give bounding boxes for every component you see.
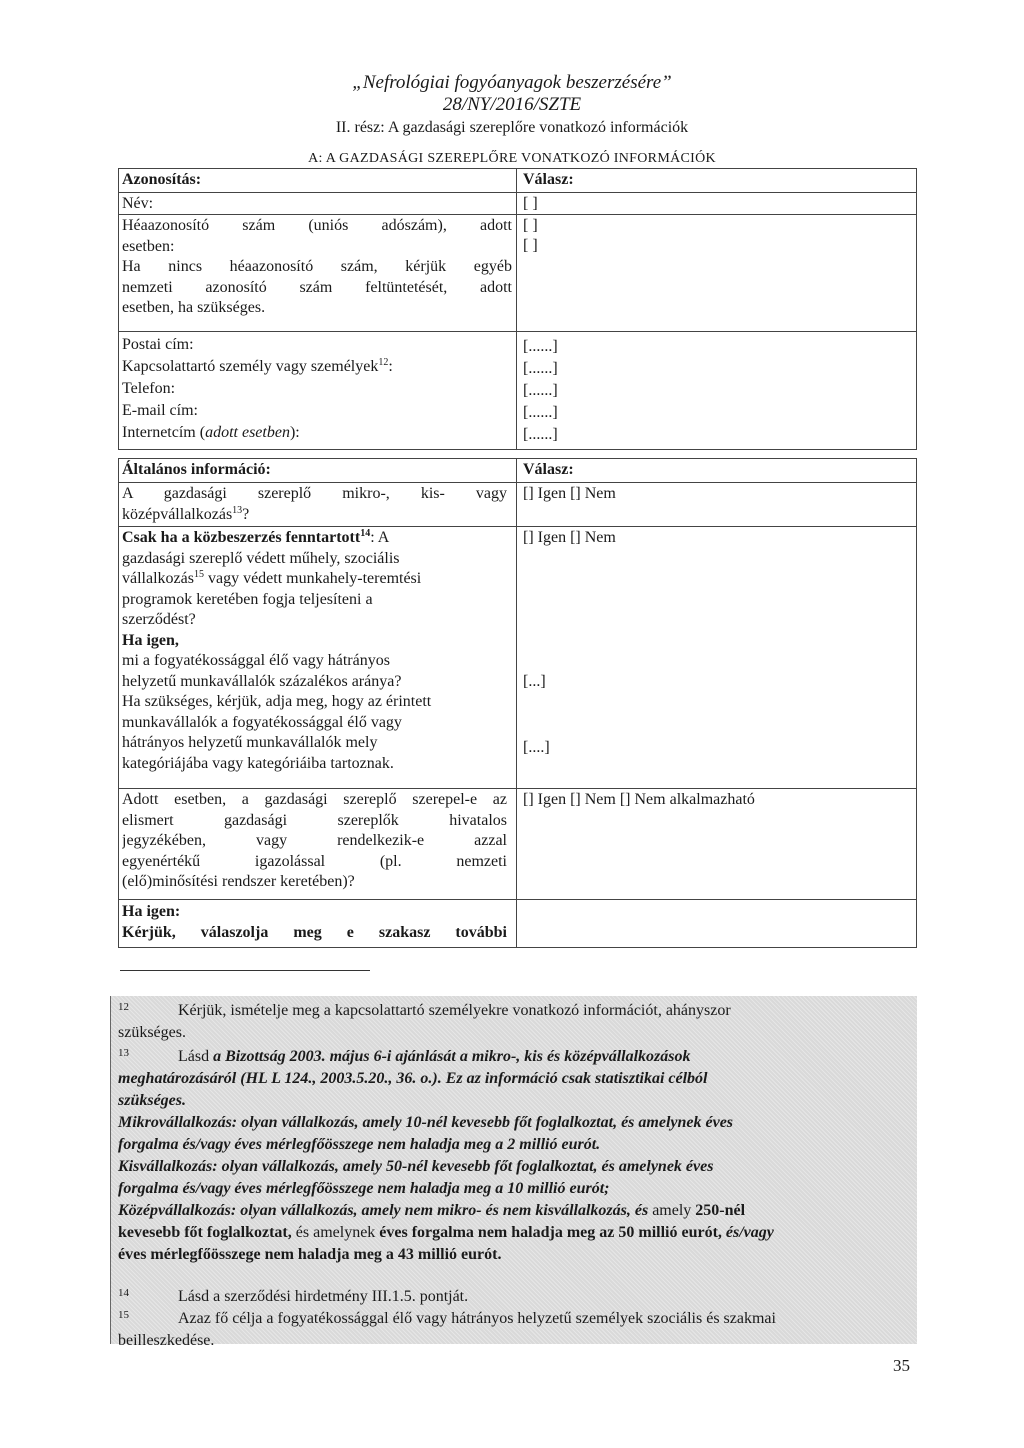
general-info-header: Általános információ:: [122, 461, 271, 478]
email-answer: [......]: [523, 404, 558, 421]
reserved-question: Csak ha a közbeszerzés fenntartott$^{14}$: A gazdasági szereplő védett műhely, szociális vállalkozás$^{15}$ vagy védett munkahely-teremtési programok keretében fogja teljesíteni a szerződést? Ha igen, mi a fogyatékossággal élő vagy hátrányos helyzetű munkavállalók százalékos aránya? Ha szükséges, kérjük, adja meg, hogy az érintett munkavállalók a fogyatékossággal élő vagy hátrányos helyzetű munkavállalók mely kategóriájába vagy kategóriáiba tartoznak.: [122, 528, 432, 772]
contact-labels: [122, 334, 512, 444]
vat-label: Héaazonosító szám (uniós adószám), adott esetben: Ha nincs héaazonosító szám, kérjük egyéb nemzeti azonosító szám feltüntetését, adott esetben, ha szükséges.: [122, 217, 512, 316]
footnote-13: 13 Lásd a Bizottság 2003. május 6-i ajánlását a mikro-, kis és középvállalkozások meghatározásáról (HL L 124., 2003.5.20., 36. o.). Ez az információ csak statisztikai célból szükséges. Mikrovállalkozás: olyan vállalkozás, amely 10-nél kevesebb főt foglalkoztat, és amelynek éves forgalma és/vagy éves mérlegfőösszege nem haladja meg a 2 millió eurót. Kisvállalkozás: olyan vállalkozás, amely 50-nél kevesebb főt foglalkoztat, és amelynek éves forgalma és/vagy éves mérlegfőösszege nem haladja meg a 10 millió eurót; Középvállalkozás: olyan vállalkozás, amely nem mikro- és nem kisvállalkozás, és amely 250-nél kevesebb főt foglalkoztat, és amelynek éves forgalma nem haladja meg az 50 millió eurót, és/vagy éves mérlegfőösszege nem haladja meg a 43 millió eurót.: [118, 1047, 774, 1263]
part-heading: II. rész: A gazdasági szereplőre vonatkozó információk: [335, 119, 689, 136]
contact-person-label: Kapcsolattartó személy vagy személyek$^{12}$:: [122, 357, 393, 375]
procurement-code: 28/NY/2016/SZTE: [442, 94, 582, 115]
sme-question: A gazdasági szereplő mikro-, kis- vagy középvállalkozás$^{13}$?: [122, 485, 507, 523]
vat-answer[interactable]: [ ]: [523, 217, 538, 234]
postal-address-answer: [......]: [523, 338, 558, 355]
if-yes-instruction: Ha igen: Kérjük, válaszolja meg e szakasz további: [122, 903, 507, 941]
general-answer-header: Válasz:: [523, 461, 574, 478]
name-label: Név:: [122, 195, 154, 212]
category-answer[interactable]: [....]: [523, 739, 550, 756]
phone-answer: [......]: [523, 382, 558, 399]
sme-answer[interactable]: [] Igen [] Nem: [523, 485, 616, 502]
name-answer[interactable]: [ ]: [523, 195, 538, 212]
other-id-answer[interactable]: [ ]: [523, 237, 538, 254]
page-number: 35: [893, 1356, 910, 1375]
website-label: Internetcím (adott esetben):: [122, 424, 300, 441]
website-answer: [......]: [523, 426, 558, 443]
reserved-answer[interactable]: [] Igen [] Nem: [523, 529, 616, 546]
email-label: E-mail cím:: [122, 402, 198, 419]
section-heading: A: A GAZDASÁGI SZEREPLŐRE VONATKOZÓ INFORMÁCIÓK: [308, 151, 716, 166]
official-list-answer[interactable]: [] Igen [] Nem [] Nem alkalmazható: [523, 791, 755, 808]
identification-header: Azonosítás:: [122, 171, 202, 188]
document-title: „Nefrológiai fogyóanyagok beszerzésére”: [352, 72, 672, 93]
answer-header: Válasz:: [523, 171, 574, 188]
phone-label: Telefon:: [122, 380, 176, 397]
footnote-14: 14 Lásd a szerződési hirdetmény III.1.5. pontját.: [118, 1287, 469, 1305]
percentage-answer[interactable]: [...]: [523, 673, 546, 690]
footnote-separator: [120, 970, 370, 971]
contact-person-answer: [......]: [523, 360, 558, 377]
contact-answers[interactable]: [523, 336, 643, 446]
footnote-15: 15 Azaz fő célja a fogyatékossággal élő vagy hátrányos helyzetű személyek szociális és szakmai beilleszkedése.: [118, 1309, 776, 1349]
footnote-12: 12 Kérjük, ismételje meg a kapcsolattartó személyekre vonatkozó információt, ahányszor szükséges.: [118, 1001, 731, 1041]
official-list-question: Adott esetben, a gazdasági szereplő szerepel-e az elismert gazdasági szereplők hivatalos jegyzékében, vagy rendelkezik-e azzal egyenértékű igazolással (pl. nemzeti (elő)minősítési rendszer keretében)?: [122, 791, 507, 890]
postal-address-label: Postai cím:: [122, 336, 194, 353]
